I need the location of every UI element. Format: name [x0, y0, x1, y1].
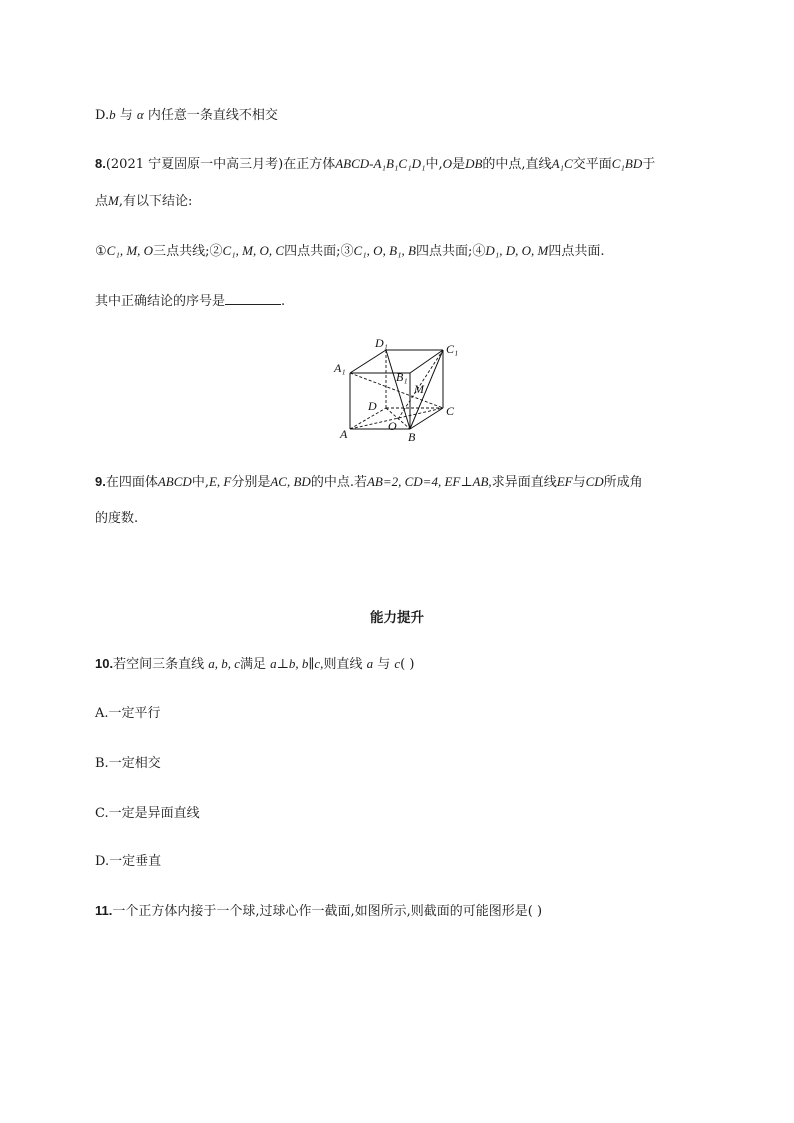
stem-text: 中, — [191, 475, 209, 490]
var-a1c: A₁C — [551, 156, 573, 171]
question-source: (2021 宁夏固原一中高三月考) — [105, 157, 284, 172]
var-ef: EF — [556, 474, 573, 489]
option-letter: B. — [95, 756, 109, 771]
stem-text: 在正方体 — [283, 157, 336, 172]
var-cd: CD — [585, 474, 604, 489]
option-text: 内任意一条直线不相交 — [147, 108, 278, 123]
conclusion-text: 三点共线; — [153, 244, 210, 259]
q10-option-c[interactable] — [95, 805, 200, 823]
q10-option-a[interactable] — [95, 705, 161, 723]
cube-name: ABCD-A₁B₁C₁D₁ — [335, 156, 426, 171]
question-number: 9. — [95, 474, 106, 489]
stem-text: 于 — [642, 157, 656, 172]
option-text: 一定是异面直线 — [108, 806, 200, 821]
label-b: B — [408, 430, 416, 444]
var-db: DB — [465, 156, 483, 171]
question-number: 10. — [95, 656, 114, 671]
label-d1: D₁ — [375, 336, 388, 350]
q11-stem — [95, 902, 542, 921]
var-relations: a⊥b, b∥c, — [270, 656, 324, 671]
label-o: O — [388, 419, 397, 433]
option-letter: C. — [95, 806, 109, 821]
cube-figure — [330, 335, 470, 447]
stem-text: 的度数. — [95, 511, 139, 526]
option-letter: D. — [95, 108, 110, 123]
stem-text: 则直线 — [323, 657, 363, 672]
stem-text: 分别是 — [231, 475, 271, 490]
conclusion-mark: ① — [95, 244, 107, 259]
q10-stem — [95, 655, 414, 674]
label-c1: C₁ — [446, 342, 459, 356]
conclusion-points: C₁, O, B₁, B — [353, 243, 416, 258]
stem-text: 所成角 — [603, 475, 643, 490]
option-letter: D. — [95, 854, 110, 869]
stem-text: 与 — [377, 657, 391, 672]
q8-conclusions — [95, 242, 605, 261]
question-number: 8. — [95, 156, 106, 171]
conclusion-mark: ② — [209, 244, 223, 259]
stem-text: 求异面直线 — [491, 475, 557, 490]
ask-end: . — [281, 294, 286, 309]
q9-stem-line1 — [95, 473, 643, 492]
option-text: 一定相交 — [108, 756, 161, 771]
conclusion-points: C₁, M, O — [106, 243, 154, 258]
var-ac-bd: AC, BD — [270, 474, 311, 489]
var-b: b — [109, 107, 116, 122]
var-m: M — [108, 193, 119, 208]
var-ef: E, F — [208, 474, 232, 489]
q7-option-d — [95, 106, 278, 125]
label-m: M — [414, 382, 424, 396]
conclusion-text: 四点共面; — [284, 244, 341, 259]
var-a: a — [366, 656, 374, 671]
stem-text: 若空间三条直线 — [113, 657, 205, 672]
stem-text: 中, — [425, 157, 443, 172]
conclusion-points: C₁, M, O, C — [222, 243, 285, 258]
stem-text: 与 — [572, 475, 586, 490]
conclusion-text: 四点共面; — [415, 244, 473, 259]
conclusion-text: 四点共面. — [548, 244, 605, 259]
label-d: D — [368, 399, 377, 413]
option-letter: A. — [95, 706, 109, 721]
var-abcd: ABCD — [157, 474, 192, 489]
conclusion-mark: ④ — [472, 244, 486, 259]
stem-text: 的中点.若 — [310, 475, 367, 490]
section-title: 能力提升 — [370, 610, 424, 626]
stem-text: 满足 — [240, 657, 267, 672]
stem-text: 一个正方体内接于一个球,过球心作一截面,如图所示,则截面的可能图形是( ) — [112, 904, 543, 919]
q9-stem-line2 — [95, 510, 138, 528]
conclusion-mark: ③ — [340, 244, 354, 259]
q8-stem-line1 — [95, 155, 655, 174]
label-b1: B₁ — [396, 370, 408, 384]
var-o: O — [442, 156, 453, 171]
answer-blank[interactable] — [225, 292, 281, 305]
stem-text: 交平面 — [572, 157, 612, 172]
option-text: 与 — [119, 108, 133, 123]
var-alpha: α — [136, 107, 144, 122]
var-c: c — [394, 656, 401, 671]
var-abc: a, b, c — [208, 656, 241, 671]
q8-ask — [95, 292, 285, 311]
conclusion-points: D₁, D, O, M — [485, 243, 549, 258]
stem-text: 点 — [95, 194, 109, 209]
q8-stem-line2 — [95, 192, 192, 211]
q10-option-b[interactable] — [95, 755, 161, 773]
label-a1: A₁ — [334, 361, 346, 375]
stem-text: 的中点,直线 — [482, 157, 552, 172]
q10-option-d[interactable] — [95, 853, 161, 871]
stem-text: 是 — [452, 157, 466, 172]
label-a: A — [340, 427, 348, 441]
stem-text: ,有以下结论: — [118, 194, 193, 209]
option-text: 一定垂直 — [109, 854, 162, 869]
ask-text: 其中正确结论的序号是 — [95, 294, 226, 309]
stem-text: 在四面体 — [105, 475, 158, 490]
question-number: 11. — [95, 903, 113, 918]
option-text: 一定平行 — [108, 706, 161, 721]
answer-paren: ( ) — [400, 657, 415, 672]
var-conditions: AB=2, CD=4, EF⊥AB, — [366, 474, 492, 489]
label-c: C — [446, 404, 455, 418]
var-c1bd: C₁BD — [611, 156, 643, 171]
